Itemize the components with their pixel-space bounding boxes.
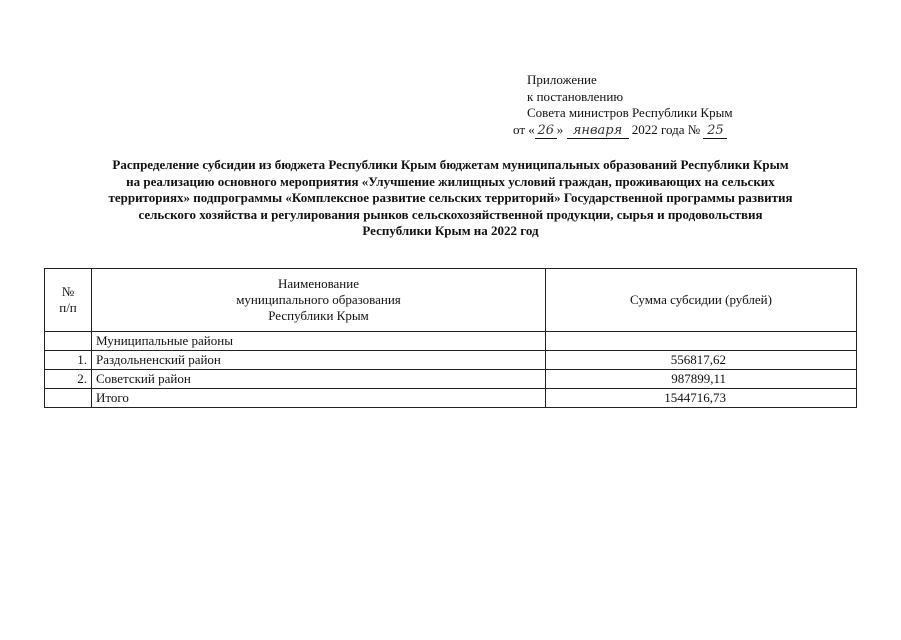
row-sum: 987899,11 <box>546 370 857 389</box>
header-sum: Сумма субсидии (рублей) <box>546 269 857 332</box>
appendix-authority: Совета министров Республики Крым <box>527 105 733 120</box>
document-title <box>30 157 871 240</box>
row-number: 2. <box>45 370 92 389</box>
section-row <box>45 332 857 351</box>
appendix-block <box>513 72 741 139</box>
appendix-ref: к постановлению <box>527 88 624 104</box>
table-row <box>45 370 857 389</box>
total-number-cell <box>45 389 92 408</box>
total-sum: 1544716,73 <box>546 389 857 408</box>
title-line: территориях» подпрограммы «Комплексное развитие сельских территорий» Государственной программы развития <box>108 190 793 205</box>
header-number <box>45 269 92 332</box>
title-line: Республики Крым на 2022 год <box>362 223 539 238</box>
row-number: 1. <box>45 351 92 370</box>
row-municipality: Советский район <box>92 370 546 389</box>
header-name-line2: муниципального образования <box>236 292 401 307</box>
total-label: Итого <box>92 389 546 408</box>
title-line: сельского хозяйства и регулирования рынков сельскохозяйственной продукции, сырья и продовольствия <box>138 206 763 222</box>
date-prefix: от « <box>513 121 535 137</box>
date-year: 2022 года № <box>631 121 701 137</box>
section-label: Муниципальные районы <box>92 332 546 351</box>
header-name-line3: Республики Крым <box>268 308 369 323</box>
handwritten-month: января <box>567 124 629 139</box>
total-row <box>45 389 857 408</box>
title-line: на реализацию основного мероприятия «Улучшение жилищных условий граждан, проживающих на сельских <box>126 173 775 189</box>
header-name-line1: Наименование <box>278 276 359 291</box>
handwritten-day: 26 <box>535 124 557 139</box>
header-number-line1: № <box>61 284 75 299</box>
section-sum-cell <box>546 332 857 351</box>
row-sum: 556817,62 <box>546 351 857 370</box>
appendix-title: Приложение <box>527 72 597 87</box>
title-line: Распределение субсидии из бюджета Республики Крым бюджетам муниципальных образований Республики Крым <box>112 157 789 172</box>
table-row <box>45 351 857 370</box>
header-municipality <box>92 269 546 332</box>
table-header-row <box>45 269 857 332</box>
decree-date-line <box>513 122 727 139</box>
row-municipality: Раздольненский район <box>92 351 546 370</box>
section-number-cell <box>45 332 92 351</box>
handwritten-decree-number: 25 <box>703 124 727 139</box>
subsidy-table <box>44 268 857 408</box>
header-number-line2: п/п <box>59 300 77 315</box>
date-quote-close: » <box>556 121 564 137</box>
